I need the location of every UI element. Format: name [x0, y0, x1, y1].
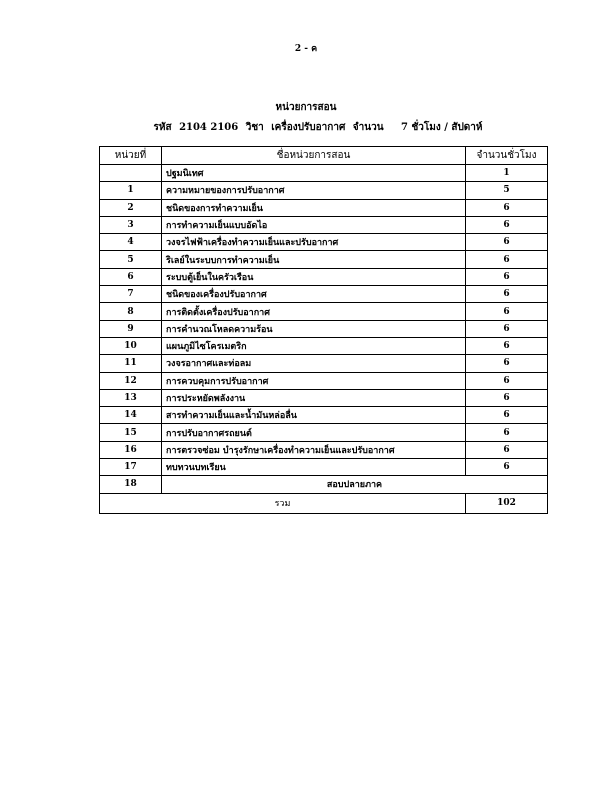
table-row — [100, 441, 548, 458]
table-header-row — [100, 147, 548, 165]
unit-hours: 6 — [466, 337, 548, 354]
course-code: 2104 2106 — [179, 122, 239, 133]
unit-name: การคำนวณโหลดความร้อน — [162, 320, 466, 337]
hours-label: จำนวน — [352, 122, 384, 133]
unit-hours: 6 — [466, 268, 548, 285]
unit-hours: 6 — [466, 286, 548, 303]
unit-number: 12 — [100, 372, 162, 389]
unit-name: วงจรไฟฟ้าเครื่องทำความเย็นและปรับอากาศ — [162, 234, 466, 251]
table-row — [100, 234, 548, 251]
unit-name: การควบคุมการปรับอากาศ — [162, 372, 466, 389]
total-row — [100, 493, 548, 513]
unit-hours: 6 — [466, 251, 548, 268]
unit-number: 9 — [100, 320, 162, 337]
page-number: 2 - ค — [294, 44, 318, 54]
unit-hours: 6 — [466, 424, 548, 441]
unit-number: 5 — [100, 251, 162, 268]
unit-number: 6 — [100, 268, 162, 285]
unit-name: วงจรอากาศและท่อลม — [162, 355, 466, 372]
code-label: รหัส — [153, 122, 172, 133]
unit-hours: 6 — [466, 407, 548, 424]
total-hours: 102 — [466, 493, 548, 513]
unit-number: 15 — [100, 424, 162, 441]
unit-name: ระบบตู้เย็นในครัวเรือน — [162, 268, 466, 285]
table-row — [100, 320, 548, 337]
unit-name: ชนิดของการทำความเย็น — [162, 199, 466, 216]
total-label: รวม — [100, 493, 466, 513]
unit-number: 16 — [100, 441, 162, 458]
unit-number: 17 — [100, 459, 162, 476]
final-exam-label: สอบปลายภาค — [162, 476, 548, 493]
table-row — [100, 268, 548, 285]
table-row — [100, 286, 548, 303]
unit-number: 2 — [100, 199, 162, 216]
exam-row — [100, 476, 548, 493]
unit-hours: 6 — [466, 216, 548, 233]
unit-name: สารทำความเย็นและน้ำมันหล่อลื่น — [162, 407, 466, 424]
table-row — [100, 355, 548, 372]
table-row — [100, 251, 548, 268]
unit-number: 11 — [100, 355, 162, 372]
unit-name: ทบทวนบทเรียน — [162, 459, 466, 476]
unit-number: 8 — [100, 303, 162, 320]
weekly-hours: 7 ชั่วโมง / สัปดาห์ — [401, 122, 483, 133]
unit-number: 4 — [100, 234, 162, 251]
unit-hours: 6 — [466, 303, 548, 320]
teaching-units-table — [99, 146, 548, 514]
table-row — [100, 424, 548, 441]
unit-hours: 6 — [466, 234, 548, 251]
unit-hours: 6 — [466, 320, 548, 337]
unit-number: 1 — [100, 182, 162, 199]
unit-number: 7 — [100, 286, 162, 303]
header-unit-name: ชื่อหน่วยการสอน — [162, 147, 466, 165]
unit-name: ริเลย์ในระบบการทำความเย็น — [162, 251, 466, 268]
unit-name: ชนิดของเครื่องปรับอากาศ — [162, 286, 466, 303]
unit-name: ความหมายของการปรับอากาศ — [162, 182, 466, 199]
table-row — [100, 337, 548, 354]
table-row — [100, 165, 548, 182]
unit-number: 10 — [100, 337, 162, 354]
table-row — [100, 182, 548, 199]
header-hours: จำนวนชั่วโมง — [466, 147, 548, 165]
unit-hours: 6 — [466, 459, 548, 476]
unit-hours: 6 — [466, 355, 548, 372]
unit-name: การประหยัดพลังงาน — [162, 389, 466, 406]
unit-number — [100, 165, 162, 182]
unit-name: ปฐมนิเทศ — [162, 165, 466, 182]
page-title: หน่วยการสอน — [275, 102, 337, 113]
unit-hours: 5 — [466, 182, 548, 199]
unit-hours: 1 — [466, 165, 548, 182]
table-row — [100, 372, 548, 389]
unit-hours: 6 — [466, 372, 548, 389]
subject-name: เครื่องปรับอากาศ — [271, 122, 346, 133]
unit-name: การปรับอากาศรถยนต์ — [162, 424, 466, 441]
table-row — [100, 199, 548, 216]
subject-label: วิชา — [245, 122, 264, 133]
unit-name: แผนภูมิไซโครเมตริก — [162, 337, 466, 354]
table-row — [100, 303, 548, 320]
unit-hours: 6 — [466, 199, 548, 216]
exam-unit-number: 18 — [100, 476, 162, 493]
table-row — [100, 459, 548, 476]
unit-hours: 6 — [466, 441, 548, 458]
unit-hours: 6 — [466, 389, 548, 406]
unit-number: 13 — [100, 389, 162, 406]
unit-number: 3 — [100, 216, 162, 233]
header-unit: หน่วยที่ — [100, 147, 162, 165]
unit-name: การติดตั้งเครื่องปรับอากาศ — [162, 303, 466, 320]
table-row — [100, 216, 548, 233]
unit-name: การทำความเย็นแบบอัดไอ — [162, 216, 466, 233]
course-subtitle — [0, 120, 612, 135]
unit-number: 14 — [100, 407, 162, 424]
unit-name: การตรวจซ่อม บำรุงรักษาเครื่องทำความเย็นและปรับอากาศ — [162, 441, 466, 458]
table-row — [100, 389, 548, 406]
table-row — [100, 407, 548, 424]
